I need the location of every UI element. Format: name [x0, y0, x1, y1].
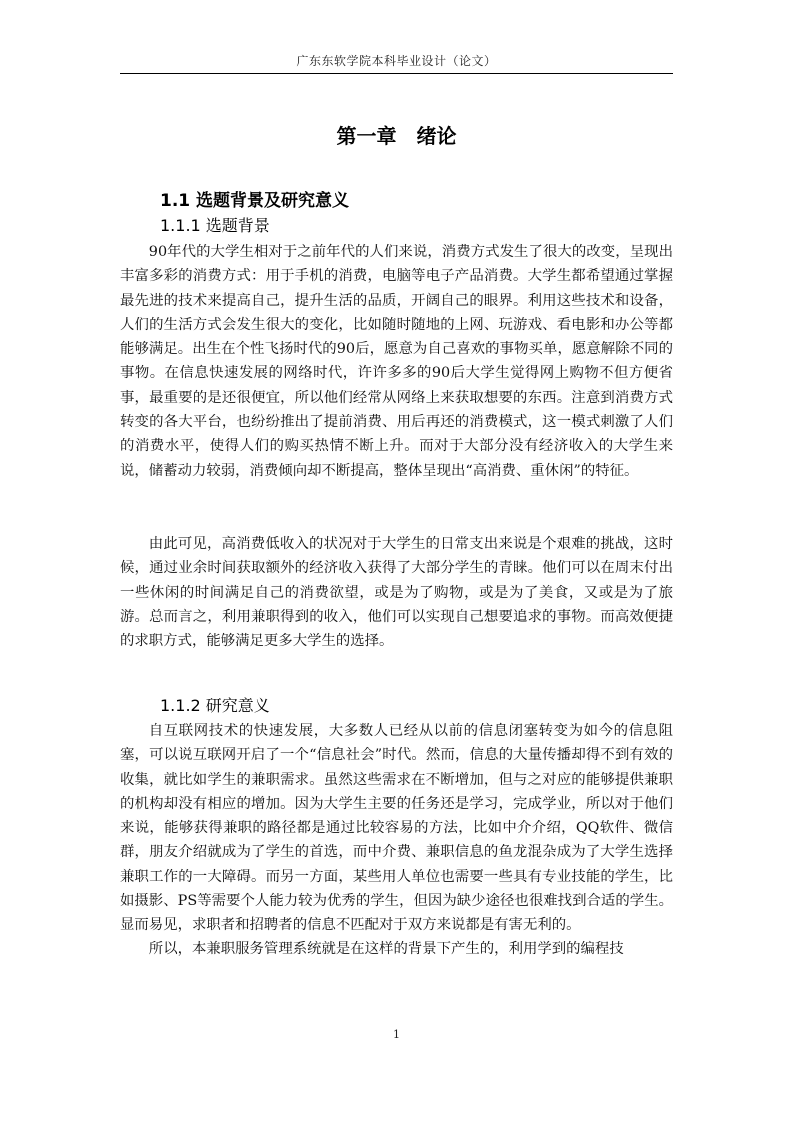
running-header: 广东东软学院本科毕业设计（论文） [296, 54, 497, 68]
section-heading: 1.1 选题背景及研究意义 [160, 191, 350, 211]
body-paragraph: 90年代的大学生相对于之前年代的人们来说，消费方式发生了很大的改变，呈现出丰富多彩的消费方式：用于手机的消费，电脑等电子产品消费。大学生都希望通过掌握最先进的技术来提高自己，提升生活的品质，开阔自己的眼界。利用这些技术和设备，人们的生活方式会发生很大的变化，比如随时随地的上网、玩游戏、看电影和办公等都能够满足。出生在个性飞扬时代的90后，愿意为自己喜欢的事物买单，愿意解除不同的事物。在信息快速发展的网络时代，许许多多的90后大学生觉得网上购物不但方便省事，最重要的是还很便宜，所以他们经常从网络上来获取想要的东西。注意到消费方式转变的各大平台，也纷纷推出了提前消费、用后再还的消费模式，这一模式刺激了人们的消费水平，使得人们的购买热情不断上升。而对于大部分没有经济收入的大学生来说，储蓄动力较弱，消费倾向却不断提高，整体呈现出“高消费、重休闲”的特征。 [120, 244, 673, 479]
header-divider [120, 73, 673, 74]
body-paragraph: 由此可见，高消费低收入的状况对于大学生的日常支出来说是个艰难的挑战，这时候，通过业余时间获取额外的经济收入获得了大部分学生的青睐。他们可以在周末付出一些休闲的时间满足自己的消费欲望，或是为了购物，或是为了美食，又或是为了旅游。总而言之，利用兼职得到的收入，他们可以实现自己想要追求的事物。而高效便捷的求职方式，能够满足更多大学生的选择。 [120, 536, 673, 650]
subsection-heading-background: 1.1.1 选题背景 [160, 216, 270, 235]
body-paragraph: 自互联网技术的快速发展，大多数人已经从以前的信息闭塞转变为如今的信息阻塞，可以说互联网开启了一个“信息社会”时代。然而，信息的大量传播却得不到有效的收集，就比如学生的兼职需求。虽然这些需求在不断增加，但与之对应的能够提供兼职的机构却没有相应的增加。因为大学生主要的任务还是学习，完成学业，所以对于他们来说，能够获得兼职的路径都是通过比较容易的方法，比如中介介绍，QQ软件、微信群，朋友介绍就成为了学生的首选，而中介费、兼职信息的鱼龙混杂成为了大学生选择兼职工作的一大障碍。而另一方面，某些用人单位也需要一些具有专业技能的学生，比如摄影、PS等需要个人能力较为优秀的学生，但因为缺少途径也很难找到合适的学生。显而易见，求职者和招聘者的信息不匹配对于双方来说都是有害无利的。 [120, 723, 673, 934]
page-number: 1 [393, 1028, 400, 1041]
chapter-title: 第一章 绪论 [336, 124, 457, 148]
body-paragraph: 所以，本兼职服务管理系统就是在这样的背景下产生的，利用学到的编程技 [148, 941, 624, 957]
subsection-heading-significance: 1.1.2 研究意义 [160, 696, 270, 715]
